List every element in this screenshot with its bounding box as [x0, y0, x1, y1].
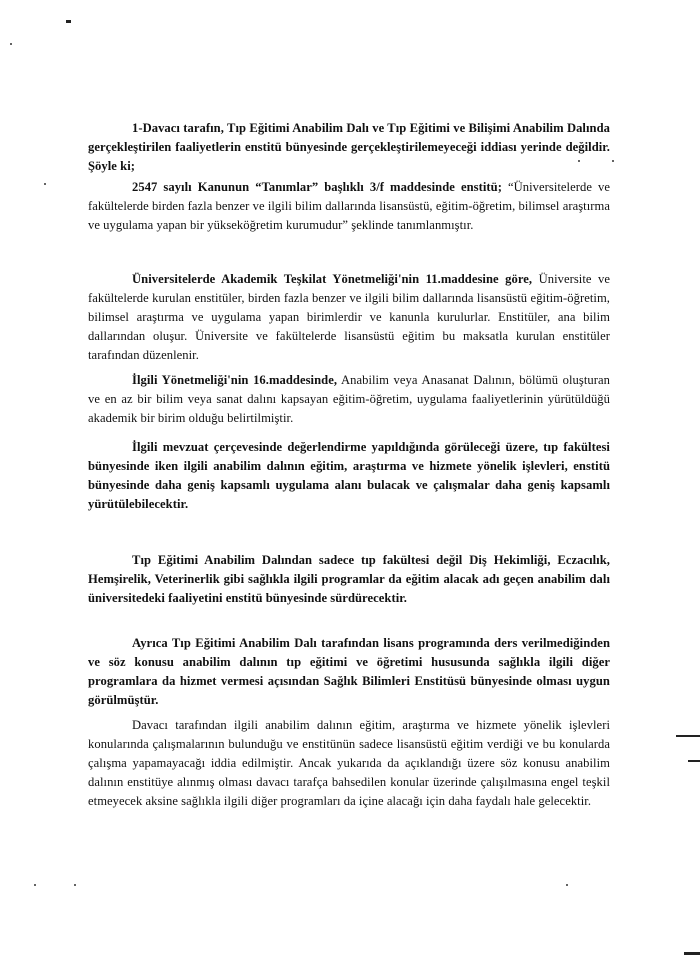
scan-dot: [34, 884, 36, 886]
scan-mark-top: [66, 20, 71, 23]
paragraph-3: Üniversitelerde Akademik Teşkilat Yönetmeliği'nin 11.maddesine göre, Üniversite ve fakültelerde kurulan enstitüler, birden fazla benzer ve ilgili bilim dallarında lisansüstü eğitim-öğretim, bilimsel araştırma ve uygulama yapan birimlerdir ve kanunla kurulurlar. Enstitüler, ana bilim dallarından oluşur. Üniversite ve fakültelerde lisansüstü eğitim bu maksatla kurulan enstitüler tarafından düzenlenir.: [88, 272, 611, 362]
scan-edge-mark: [676, 735, 700, 737]
paragraph-8: Davacı tarafından ilgili anabilim dalının eğitim, araştırma ve hizmete yönelik işlevleri konularında çalışmalarının bulunduğu ve enstitünün sadece lisansüstü eğitim verdiği ve bu konularda çalışma yapamayacağı iddia edilmiştir. Ancak yukarıda da açıklandığı üzere söz konusu anabilim dalının enstitüye alınmış olması davacı tarafça bahsedilen konular üzerinde çalışılmasına engel teşkil etmeyecek aksine sağlıkla ilgili diğer programları da içine alacağı için daha faydalı hale gelecektir.: [88, 718, 610, 808]
scan-edge-mark: [688, 760, 700, 762]
paragraph-3-lead: Üniversitelerde Akademik Teşkilat Yönetmeliği'nin 11.maddesine göre,: [132, 272, 533, 286]
paragraph-4-lead: İlgili Yönetmeliği'nin 16.maddesinde,: [132, 373, 338, 387]
paragraph-7: Ayrıca Tıp Eğitimi Anabilim Dalı tarafından lisans programında ders verilmediğinden ve söz konusu anabilim dalının tıp eğitimi ve öğretimi hususunda sağlıkla ilgili diğer programlara da hizmet vermesi açısından Sağlık Bilimleri Enstitüsü bünyesinde olması uygun görülmüştür.: [88, 636, 610, 707]
scan-dot: [74, 884, 76, 886]
scan-dot: [566, 884, 568, 886]
paragraph-4: İlgili Yönetmeliği'nin 16.maddesinde, Anabilim veya Anasanat Dalının, bölümü oluşturan ve en az bir bilim veya sanat dalını kapsayan eğitim-öğretim, uygulama faaliyetlerinin yürütüldüğü akademik bir birim olduğu belirtilmiştir.: [88, 373, 610, 425]
paragraph-5: İlgili mevzuat çerçevesinde değerlendirme yapıldığında görüleceği üzere, tıp fakültesi bünyesinde iken ilgili anabilim dalının eğitim, araştırma ve hizmete yönelik işlevleri, enstitü bünyesinde daha geniş kapsamlı uygulama alanı bulacak ve çalışmalar daha geniş kapsamlı yürütülebilecektir.: [88, 440, 610, 511]
scan-dot: [612, 160, 614, 162]
paragraph-1: 1-Davacı tarafın, Tıp Eğitimi Anabilim Dalı ve Tıp Eğitimi ve Bilişimi Anabilim Dalında gerçekleştirilen faaliyetlerin enstitü bünyesinde gerçekleştirilemeyeceği iddiası yerinde değildir. Şöyle ki;: [88, 121, 610, 173]
scan-dot: [44, 183, 46, 185]
paragraph-2: 2547 sayılı Kanunun “Tanımlar” başlıklı 3/f maddesinde enstitü; “Üniversitelerde ve fakültelerde birden fazla benzer ve ilgili bilim dallarında lisansüstü, eğitim-öğretim, bilimsel araştırma ve uygulama yapan bir yükseköğretim kurumudur” şeklinde tanımlanmıştır.: [88, 180, 610, 232]
scan-edge-mark: [684, 952, 700, 955]
paragraph-6: Tıp Eğitimi Anabilim Dalından sadece tıp fakültesi değil Diş Hekimliği, Eczacılık, Hemşirelik, Veterinerlik gibi sağlıkla ilgili programlar da eğitim alacak adı geçen anabilim dalı üniversitedeki faaliyetini enstitü bünyesinde sürdürecektir.: [88, 553, 610, 605]
paragraph-2-lead: 2547 sayılı Kanunun “Tanımlar” başlıklı 3/f maddesinde enstitü;: [132, 180, 502, 194]
scan-dot: [10, 43, 12, 45]
